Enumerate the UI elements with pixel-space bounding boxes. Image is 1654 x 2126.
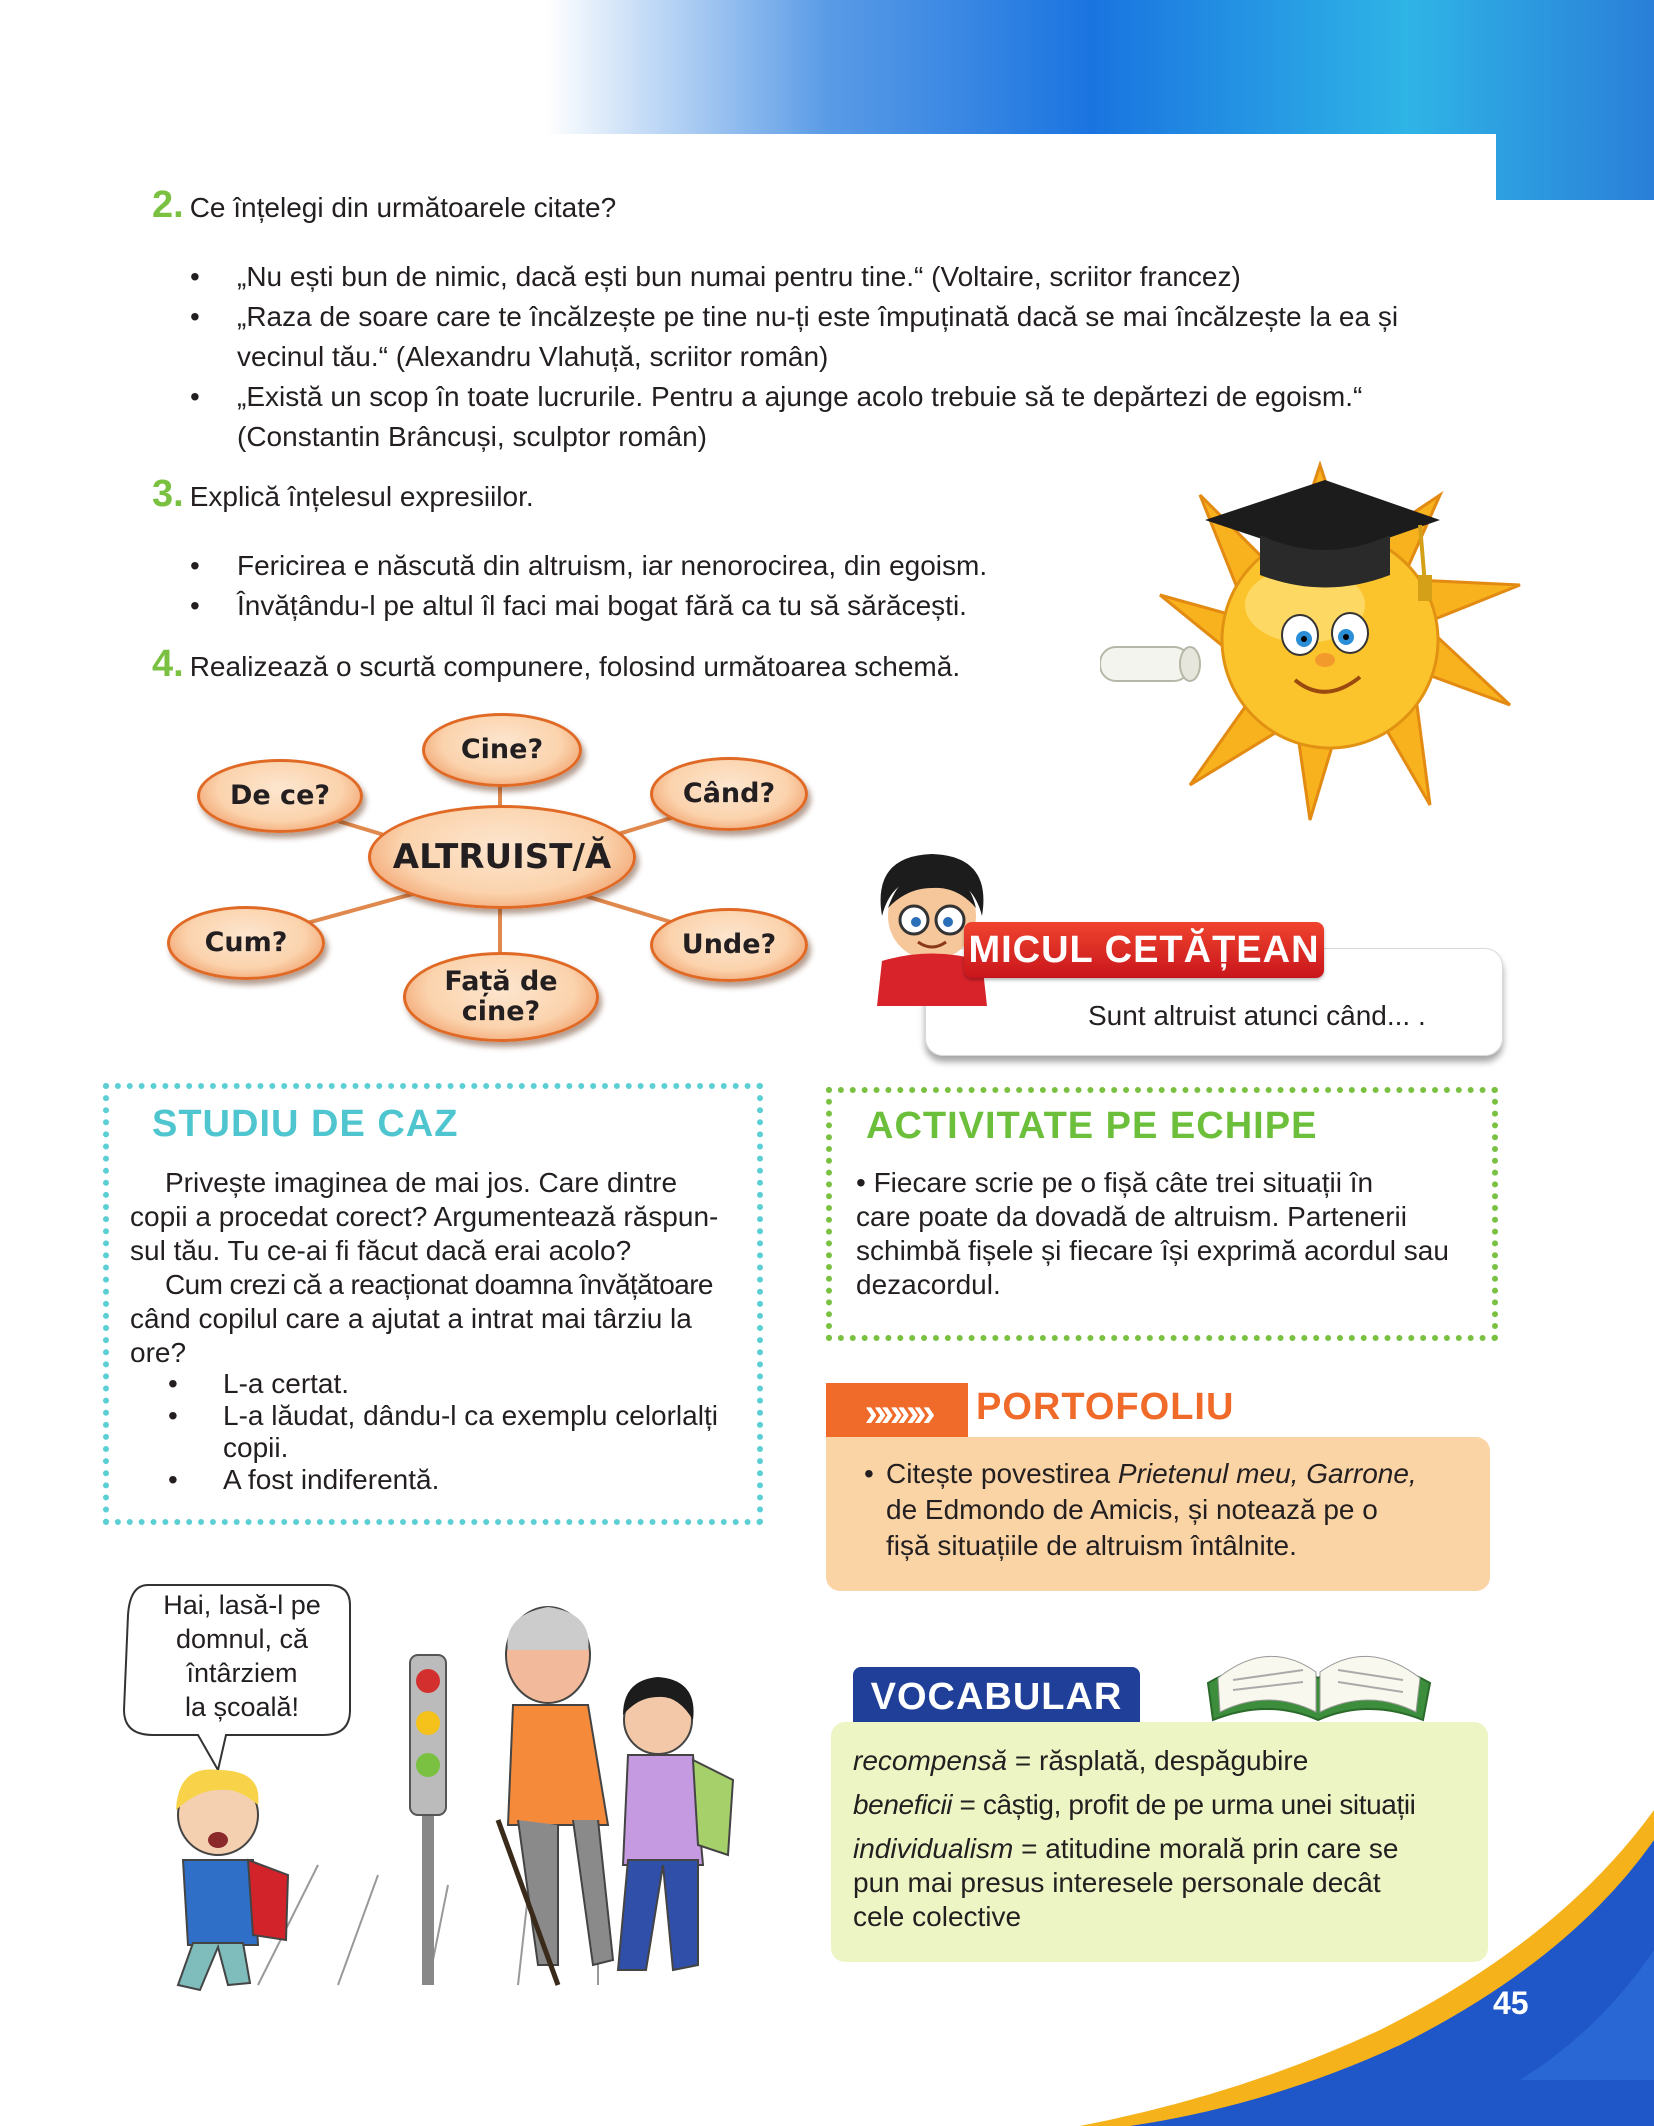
- question-2: [152, 186, 616, 227]
- option-item: • L-a certat.: [130, 1368, 750, 1400]
- speech-bubble-text: Hai, lasă-l pe domnul, că întârziem la școală!: [163, 1590, 321, 1722]
- vocabulary-title: VOCABULAR: [853, 1667, 1140, 1727]
- expression-item: • Învățându-l pe altul îl faci mai bogat fără ca tu să sărăcești.: [152, 586, 1152, 626]
- header-decoration: [0, 0, 1654, 200]
- case-study-options: [130, 1368, 750, 1496]
- mind-map-node-de-ce: De ce?: [197, 759, 363, 833]
- mind-map-node-unde: Unde?: [650, 908, 808, 982]
- question-prompt: Ce înțelegi din următoarele citate?: [189, 192, 617, 223]
- expressions-list: [152, 546, 1152, 626]
- team-activity-text: • Fiecare scrie pe o fișă câte trei situații în care poate da dovadă de altruism. Partenerii schimbă fișele și fiecare își exprimă acordul sau dezacordul.: [856, 1167, 1449, 1300]
- quote-item: • „Există un scop în toate lucrurile. Pentru a ajunge acolo trebuie să te depărtezi de egoism.“ (Constantin Brâncuși, sculptor român): [152, 377, 1492, 457]
- question-number: 2.: [152, 184, 184, 226]
- expression-item: • Fericirea e născută din altruism, iar nenorocirea, din egoism.: [152, 546, 1152, 586]
- open-book-icon: [1198, 1628, 1438, 1728]
- page-number: 45: [1493, 1985, 1529, 2021]
- question-prompt: Realizează o scurtă compunere, folosind următoarea schemă.: [189, 651, 961, 682]
- question-number: 3.: [152, 473, 184, 515]
- citizen-title: MICUL CETĂȚEAN: [964, 922, 1324, 978]
- mind-map-node-cand: Când?: [650, 757, 808, 831]
- option-item: • L-a lăudat, dându-l ca exemplu celorlalți copii.: [130, 1400, 750, 1464]
- vocabulary-entry: individualism = atitudine morală prin care se: [853, 1833, 1399, 1864]
- portfolio-arrows-icon: »»»»: [826, 1383, 968, 1443]
- mind-map-node-fata-de-cine: Față de cine?: [403, 952, 599, 1042]
- sun-mascot-illustration: [1100, 435, 1540, 825]
- vocabulary-list: recompensă = răsplată, despăgubire beneficii = câștig, profit de pe urma unei situații individualism = atitudine morală prin care se pun mai presus interesele personale decât cele colective: [853, 1744, 1493, 1934]
- question-4: [152, 645, 960, 686]
- team-activity-title: ACTIVITATE PE ECHIPE: [866, 1105, 1318, 1147]
- case-study-title: STUDIU DE CAZ: [152, 1103, 459, 1145]
- case-study-text: Privește imaginea de mai jos. Care dintre copii a procedat corect? Argumentează răspun- sul tău. Tu ce-ai fi făcut dacă erai acolo? Cum crezi că a reacționat doamna învățătoare când copilul care a ajutat a intrat mai târziu la ore?: [130, 1167, 719, 1368]
- vocabulary-entry: recompensă = răsplată, despăgubire: [853, 1745, 1309, 1776]
- mind-map-center: ALTRUIST/Ă: [368, 805, 636, 909]
- portfolio-item: • Citește povestirea Prietenul meu, Garrone, de Edmondo de Amicis, și notează pe o fișă situațiile de altruism întâlnite.: [826, 1456, 1450, 1564]
- mind-map-node-cine: Cine?: [422, 713, 582, 787]
- mind-map-node-cum: Cum?: [167, 906, 325, 980]
- portfolio-title: PORTOFOLIU: [976, 1386, 1235, 1428]
- option-item: • A fost indiferentă.: [130, 1464, 750, 1496]
- quote-item: • „Nu ești bun de nimic, dacă ești bun numai pentru tine.“ (Voltaire, scriitor francez): [152, 257, 1492, 297]
- citizen-text: Sunt altruist atunci când... .: [1088, 1000, 1426, 1031]
- question-prompt: Explică înțelesul expresiilor.: [189, 481, 534, 512]
- question-number: 4.: [152, 643, 184, 685]
- quotes-list: [152, 257, 1492, 457]
- quote-item: • „Raza de soare care te încălzește pe tine nu-ți este împuținată dacă se mai încălzește la ea și vecinul tău.“ (Alexandru Vlahuță, scriitor român): [152, 297, 1492, 377]
- question-3: [152, 475, 534, 516]
- vocabulary-entry: beneficii = câștig, profit de pe urma unei situații: [853, 1789, 1416, 1820]
- portfolio-list: [826, 1456, 1450, 1564]
